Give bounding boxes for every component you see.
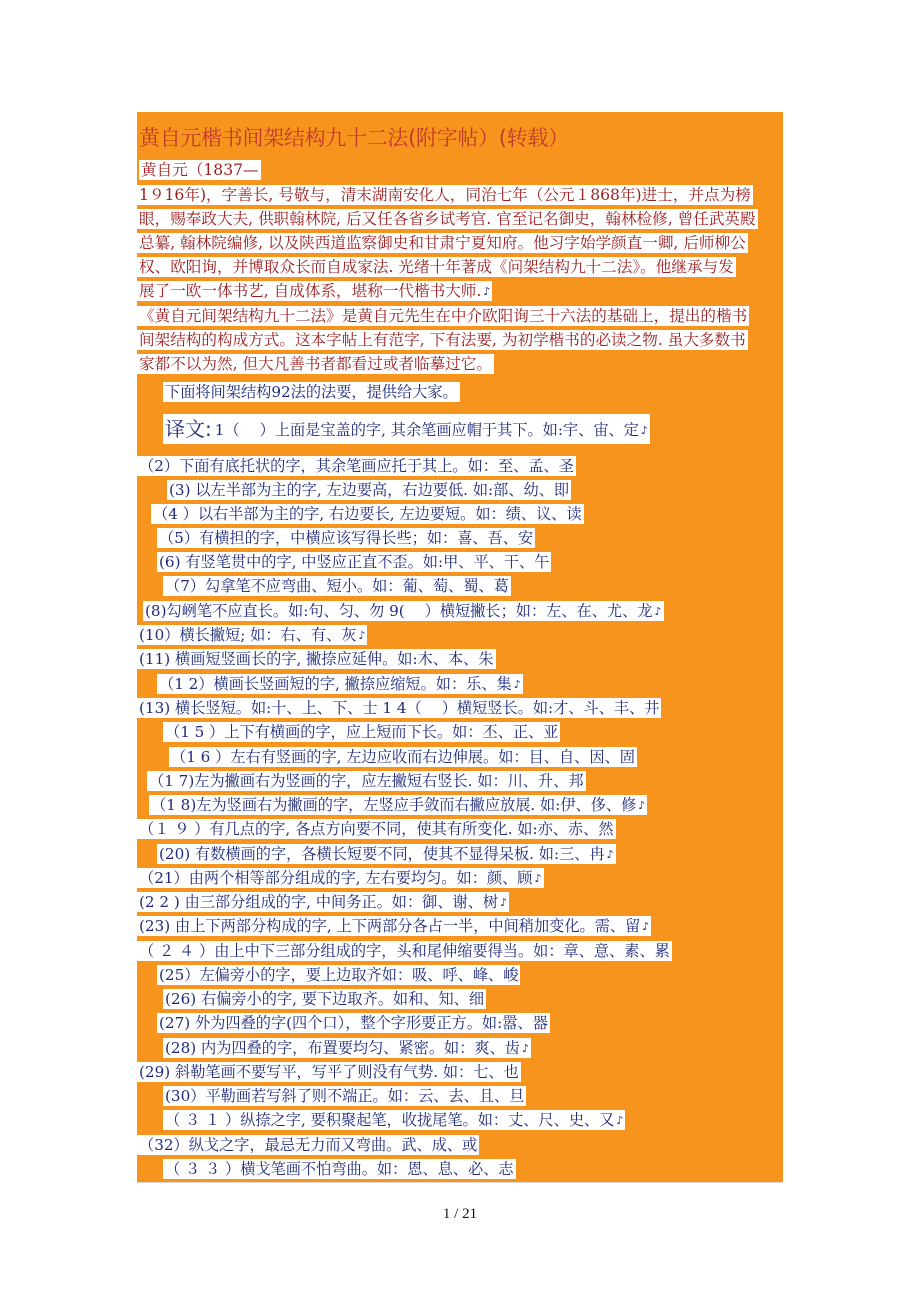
footer-divider xyxy=(137,1182,783,1183)
list-item: (2 2 ) 由三部分组成的字, 中间务正。如：御、谢、树 ♪ xyxy=(139,893,508,911)
list-item: （1 8)左为竖画右为撇画的字，左竖应手敛而右撇应放展. 如:伊、侈、修 ♪ xyxy=(151,796,646,814)
intro-line: 家都不以为然, 但大凡善书者都看过或者临摹过它。 xyxy=(139,355,492,373)
list-item: (10）横长撇短; 如：右、有、灰 ♪ xyxy=(139,626,366,644)
list-item: (20) 有数横画的字，各横长短要不同，使其不显得呆板. 如:三、冉 ♪ xyxy=(159,845,614,863)
list-item: （ ３ １ ）纵捺之字, 要积聚起笔，收拢尾笔。如：丈、尺、史、又 ♪ xyxy=(165,1111,624,1129)
list-item: (29) 斜勒笔画不要写平，写平了则没有气势. 如：七、也 xyxy=(139,1063,519,1081)
paragraph-mark-icon: ♪ xyxy=(521,1042,529,1055)
list-item: （ ２ ４ ）由上中下三部分组成的字，头和尾伸缩要得当。如：章、意、素、累 xyxy=(139,942,670,960)
list-item: (8)勾峢笔不应直长。如:句、匀、勿 9( ）横短撇长；如：左、在、尤、龙 ♪ xyxy=(145,602,662,620)
paragraph-mark-icon: ♪ xyxy=(640,424,648,437)
document-panel xyxy=(137,112,783,1182)
intro-line: 《黄自元间架结构九十二法》是黄自元先生在中介欧阳询三十六法的基础上，提出的楷书 xyxy=(139,307,748,325)
paragraph-mark-icon: ♪ xyxy=(638,799,646,812)
intro-line: 1９16年)，字善长, 号敬与，清末湖南安化人，同治七年（公元１868年)进士，并点为榜 xyxy=(139,186,751,204)
list-item: （1 7)左为撇画右为竖画的字，应左撇短右竖长. 如：川、升、邦 xyxy=(149,772,584,790)
page-indicator: 1 / 21 xyxy=(442,1206,478,1222)
paragraph-mark-icon: ♪ xyxy=(534,872,542,885)
list-item: （7）勾拿笔不应弯曲、短小。如：葡、萄、蜀、葛 xyxy=(165,577,509,595)
rules-list xyxy=(137,112,783,1182)
list-item: (11) 横画短竖画长的字, 撇捺应延伸。如:木、本、朱 xyxy=(139,650,494,668)
list-item: （4 ）以右半部为主的字, 右边要长, 左边要短。如：绩、议、读 xyxy=(153,505,582,523)
intro-line: 权、欧阳询，并博取众长而自成家法. 光绪十年著成《问架结构九十二法》。他继承与发 xyxy=(139,258,734,276)
intro-line: 眼，赐奉政大夫, 供职翰林院, 后又任各省乡试考官. 官至记名御史，翰林检修, 曾任武英殿 xyxy=(139,210,756,228)
list-item: (27) 外为四叠的字(四个口），整个字形要正方。如:嚣、器 xyxy=(159,1014,548,1032)
paragraph-mark-icon: ♪ xyxy=(500,896,508,909)
list-item: (26) 右偏旁小的字, 要下边取齐。如和、知、细 xyxy=(165,990,485,1008)
summary-line: 下面将间架结构92法的法要，提供给大家。 xyxy=(165,383,458,401)
list-item: （1 2）横画长竖画短的字, 撇捺应缩短。如：乐、集 ♪ xyxy=(159,675,521,693)
paragraph-mark-icon: ♪ xyxy=(483,285,491,298)
list-item: (6) 有竖笔贯中的字, 中竖应正直不歪。如:甲、平、干、午 xyxy=(159,553,550,571)
list-item: (30）平勒画若写斜了则不端正。如：云、去、且、旦 xyxy=(165,1087,525,1105)
list-item: （2）下面有底托状的字，其余笔画应托于其上。如：至、孟、圣 xyxy=(139,457,574,475)
paragraph-mark-icon: ♪ xyxy=(654,605,662,618)
list-item: （1 6 ）左右有竖画的字, 左边应收而右边伸展。如：目、自、因、固 xyxy=(171,748,635,766)
list-item: （32）纵戈之字，最忌无力而又弯曲。武、成、或 xyxy=(139,1136,478,1154)
translation-label: 译文: xyxy=(165,417,212,441)
list-item: (25）左偏旁小的字，要上边取齐如：吸、呼、峰、峻 xyxy=(159,966,519,984)
intro-line: 展了一欧一体书艺, 自成体系，堪称一代楷书大师. ♪ xyxy=(139,282,491,300)
list-item: （5）有横担的字，中横应该写得长些；如：喜、吾、安 xyxy=(159,529,534,547)
list-item: （21）由两个相等部分组成的字, 左右要均匀。如：颜、顾 ♪ xyxy=(139,869,542,887)
list-item: （ ３ ３ ）横戈笔画不怕弯曲。如：恩、息、必、志 xyxy=(165,1160,514,1178)
intro-line: 黄自元（1837— xyxy=(141,161,259,179)
paragraph-mark-icon: ♪ xyxy=(358,629,366,642)
list-item: 译文: 1（ ）上面是宝盖的字, 其余笔画应帽于其下。如:宇、宙、定 ♪ xyxy=(163,414,650,444)
list-item: （１ ９ ）有几点的字, 各点方向要不同，使其有所变化. 如:亦、赤、然 xyxy=(139,820,614,838)
intro-line: 间架结构的构成方式。这本字帖上有范字, 下有法要, 为初学楷书的必读之物. 虽大多数书 xyxy=(139,331,746,349)
list-item: (28) 内为四叠的字，布置要均匀、紧密。如：爽、齿 ♪ xyxy=(165,1039,529,1057)
list-item: (3) 以左半部为主的字, 左边要高，右边要低. 如:部、幼、即 xyxy=(169,481,570,499)
list-item: (13) 横长竖短。如:十、上、下、士 1 4（ ）横短竖长。如:才、斗、丰、井 xyxy=(139,699,660,717)
paragraph-mark-icon: ♪ xyxy=(616,1114,624,1127)
page-title: 黄自元楷书间架结构九十二法(附字帖）(转载） xyxy=(139,126,569,150)
list-item: （1 5 ）上下有横画的字，应上短而下长。如：丕、正、亚 xyxy=(165,723,559,741)
intro-line: 总纂, 翰林院编修, 以及陕西道监察御史和甘肃宁夏知府。他习字始学颜直一卿, 后师柳公 xyxy=(139,234,746,252)
paragraph-mark-icon: ♪ xyxy=(513,678,521,691)
paragraph-mark-icon: ♪ xyxy=(642,920,650,933)
paragraph-mark-icon: ♪ xyxy=(606,848,614,861)
list-item: (23) 由上下两部分构成的字, 上下两部分各占一半，中间稍加变化。需、留 ♪ xyxy=(139,917,650,935)
